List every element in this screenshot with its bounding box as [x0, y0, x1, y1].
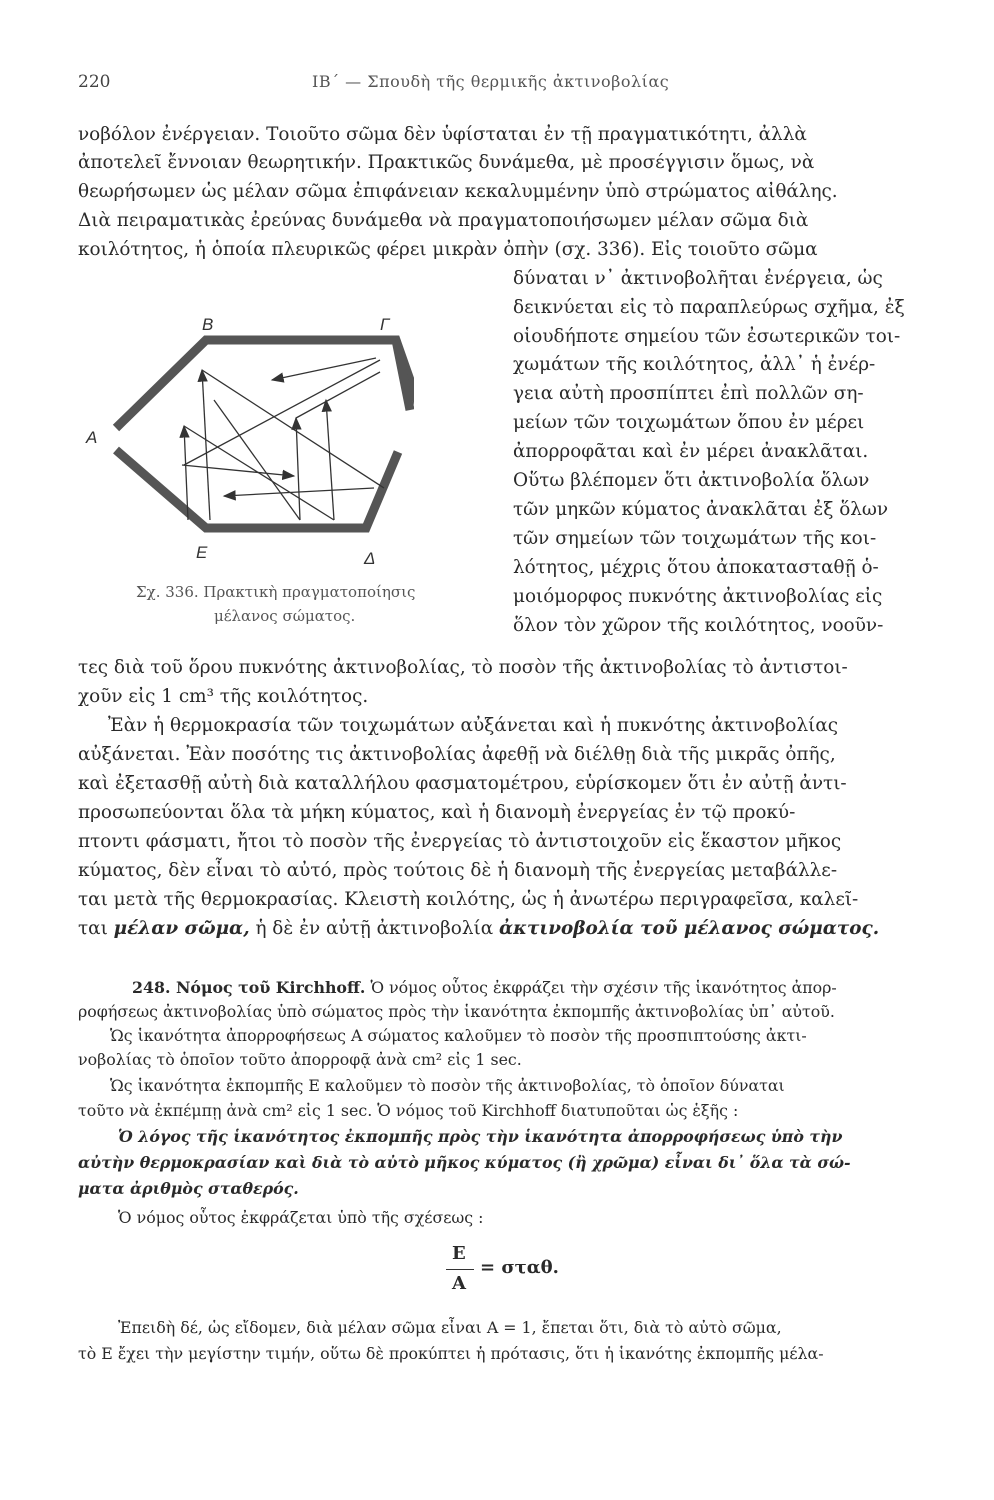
figure-caption: Σχ. 336. Πρακτικὴ πραγματοποίησις — [136, 583, 416, 601]
text-line: ἀπορροφᾶται καὶ ἐν μέρει ἀνακλᾶται. — [513, 441, 869, 462]
cavity-wall — [116, 340, 414, 428]
label-D: Δ — [364, 549, 376, 568]
text-line: λότητος, μέχρις ὅτου ἀποκατασταθῇ ὁ- — [513, 557, 879, 578]
formula-denominator: A — [452, 1273, 466, 1294]
ray — [184, 360, 380, 465]
text-line: δεικνύεται εἰς τὸ παραπλεύρως σχῆμα, ἐξ — [513, 297, 905, 318]
figure-caption: μέλανος σώματος. — [214, 607, 356, 625]
label-A: A — [86, 428, 98, 447]
text-line: τῶν σημείων τῶν τοιχωμάτων τῆς κοι- — [513, 528, 877, 549]
text-line: μείων τῶν τοιχωμάτων ὅπου ἐν μέρει — [513, 412, 865, 433]
label-G: Γ — [380, 315, 390, 334]
text-line: χοῦν εἰς 1 cm³ τῆς κοιλότητος. — [78, 686, 369, 707]
text-line: ροφήσεως ἀκτινοβολίας ὑπὸ σώματος πρὸς τὴν ἱκανότητα ἐκπομπῆς ἀκτινοβολίας ὑπ᾽ αὐτοῦ. — [78, 1002, 835, 1021]
text-line: δύναται ν᾽ ἀκτινοβολῆται ἐνέργεια, ὡς — [513, 268, 883, 289]
text-line: Ὡς ἱκανότητα ἀπορροφήσεως Α σώματος καλοῦμεν τὸ ποσὸν τῆς προσπιπτούσης ἀκτι- — [110, 1026, 807, 1045]
text-line: Οὕτω βλέπομεν ὅτι ἀκτινοβολία ὅλων — [513, 470, 870, 491]
text-line: νοβολίας τὸ ὁποῖον τοῦτο ἀπορροφᾷ ἀνὰ cm² εἰς 1 sec. — [78, 1050, 522, 1069]
text-line: αὐξάνεται. Ἐὰν ποσότης τις ἀκτινοβολίας ἀφεθῇ νὰ διέλθῃ διὰ τῆς μικρᾶς ὀπῆς, — [78, 744, 836, 765]
text-line: θεωρήσωμεν ὡς μέλαν σῶμα ἐπιφάνειαν κεκαλυμμένην ὑπὸ στρώματος αἰθάλης. — [78, 181, 838, 202]
text-line: Ἐπειδὴ δέ, ὡς εἴδομεν, διὰ μέλαν σῶμα εἶναι A = 1, ἔπεται ὅτι, διὰ τὸ αὐτὸ σῶμα, — [118, 1318, 782, 1337]
text-line: κύματος, δὲν εἶναι τὸ αὐτό, πρὸς τούτοις δὲ ἡ διανομὴ τῆς ἐνεργείας μεταβάλλε- — [78, 860, 838, 881]
text-line: νοβόλον ἐνέργειαν. Τοιοῦτο σῶμα δὲν ὑφίσταται ἐν τῇ πραγματικότητι, ἀλλὰ — [78, 124, 807, 145]
text-line: τὸ E ἔχει τὴν μεγίστην τιμήν, οὕτω δὲ προκύπτει ἡ πρότασις, ὅτι ἡ ἱκανότης ἐκπομπῆς μέλα- — [78, 1344, 824, 1363]
law-statement: Ὁ λόγος τῆς ἱκανότητος ἐκπομπῆς πρὸς τὴν ἱκανότητα ἀπορροφήσεως ὑπὸ τὴν — [118, 1127, 843, 1146]
text-line: τοῦτο νὰ ἐκπέμπῃ ἀνὰ cm² εἰς 1 sec. Ὁ νόμος τοῦ Kirchhoff διατυποῦται ὡς ἑξῆς : — [78, 1101, 739, 1120]
fraction-bar — [446, 1269, 474, 1270]
ray — [202, 370, 210, 520]
formula-rhs: = σταθ. — [480, 1257, 559, 1278]
text-line: Ἐὰν ἡ θερμοκρασία τῶν τοιχωμάτων αὐξάνεται καὶ ἡ πυκνότης ἀκτινοβολίας — [108, 715, 839, 736]
text-line: μοιόμορφος πυκνότης ἀκτινοβολίας εἰς — [513, 586, 883, 607]
text-line: ἀποτελεῖ ἔννοιαν θεωρητικήν. Πρακτικῶς δυνάμεθα, μὲ προσέγγισιν ὅμως, νὰ — [78, 152, 815, 173]
text-line: πτοντι φάσματι, ἤτοι τὸ ποσὸν τῆς ἐνεργείας τὸ ἀντιστοιχοῦν εἰς ἕκαστον μῆκος — [78, 831, 842, 852]
text-line: Διὰ πειραματικὰς ἐρεύνας δυνάμεθα νὰ πραγματοποιήσωμεν μέλαν σῶμα διὰ — [78, 210, 809, 231]
text-line: χωμάτων τῆς κοιλότητος, ἀλλ᾽ ἡ ἐνέρ- — [513, 354, 876, 375]
law-statement: ματα ἀριθμὸς σταθερός. — [78, 1179, 299, 1198]
ray — [272, 358, 376, 380]
section-first-line: 248. Νόμος τοῦ Kirchhoff. Ὁ νόμος οὗτος ἐκφράζει τὴν σχέσιν τῆς ἱκανότητος ἀπορ- — [132, 978, 837, 997]
ray — [184, 426, 334, 520]
text-line: προσωπεύονται ὅλα τὰ μήκη κύματος, καὶ ἡ διανομὴ ἐνεργείας ἐν τῷ προκύ- — [78, 802, 796, 823]
formula-numerator: E — [452, 1243, 466, 1264]
text-line: οἱουδήποτε σημείου τῶν ἐσωτερικῶν τοι- — [513, 326, 901, 347]
ray — [326, 400, 334, 520]
text-line: Ὡς ἱκανότητα ἐκπομπῆς Ε καλοῦμεν τὸ ποσὸν τῆς ἀκτινοβολίας, τὸ ὁποῖον δύναται — [110, 1076, 785, 1095]
page-header — [78, 72, 918, 96]
text-line-emphasis: ται μέλαν σῶμα, ἡ δὲ ἐν αὐτῇ ἀκτινοβολία ἀκτινοβολία τοῦ μέλανος σώματος. — [78, 918, 880, 939]
text-line: καὶ ἐξετασθῇ αὐτὴ διὰ καταλλήλου φασματομέτρου, εὑρίσκομεν ὅτι ἐν αὐτῇ ἀντι- — [78, 773, 847, 794]
text-line: τῶν μηκῶν κύματος ἀνακλᾶται ἐξ ὅλων — [513, 499, 889, 520]
ray — [182, 465, 294, 476]
text-line: τες διὰ τοῦ ὅρου πυκνότης ἀκτινοβολίας, τὸ ποσὸν τῆς ἀκτινοβολίας τὸ ἀντιστοι- — [78, 657, 848, 678]
label-E: E — [196, 543, 208, 562]
ray — [214, 400, 300, 520]
text-line: ὅλον τὸν χῶρον τῆς κοιλότητος, νοοῦν- — [513, 615, 884, 636]
text-line: ται μετὰ τῆς θερμοκρασίας. Κλειστὴ κοιλότης, ὡς ἡ ἀνωτέρω περιγραφεῖσα, καλεῖ- — [78, 889, 859, 910]
page-number: 220 — [78, 72, 111, 92]
section-heading: 248. Νόμος τοῦ Kirchhoff. — [132, 978, 366, 997]
kirchhoff-formula — [446, 1243, 566, 1303]
law-statement: αὐτὴν θερμοκρασίαν καὶ διὰ τὸ αὐτὸ μῆκος κύματος (ἢ χρῶμα) εἶναι δι᾽ ὅλα τὰ σώ- — [78, 1153, 851, 1172]
label-B: B — [202, 315, 214, 334]
text-line: κοιλότητος, ἡ ὁποία πλευρικῶς φέρει μικρὰν ὀπὴν (σχ. 336). Εἰς τοιοῦτο σῶμα — [78, 239, 818, 260]
text-line: Ὁ νόμος οὗτος ἐκφράζεται ὑπὸ τῆς σχέσεως : — [118, 1208, 484, 1227]
ray — [202, 370, 384, 488]
running-title: ΙΒ΄ — Σπουδὴ τῆς θερμικῆς ἀκτινοβολίας — [312, 72, 670, 91]
text-line: γεια αὐτὴ προσπίπτει ἐπὶ πολλῶν ση- — [513, 383, 864, 404]
cavity-figure — [84, 300, 414, 572]
ray — [296, 372, 380, 418]
